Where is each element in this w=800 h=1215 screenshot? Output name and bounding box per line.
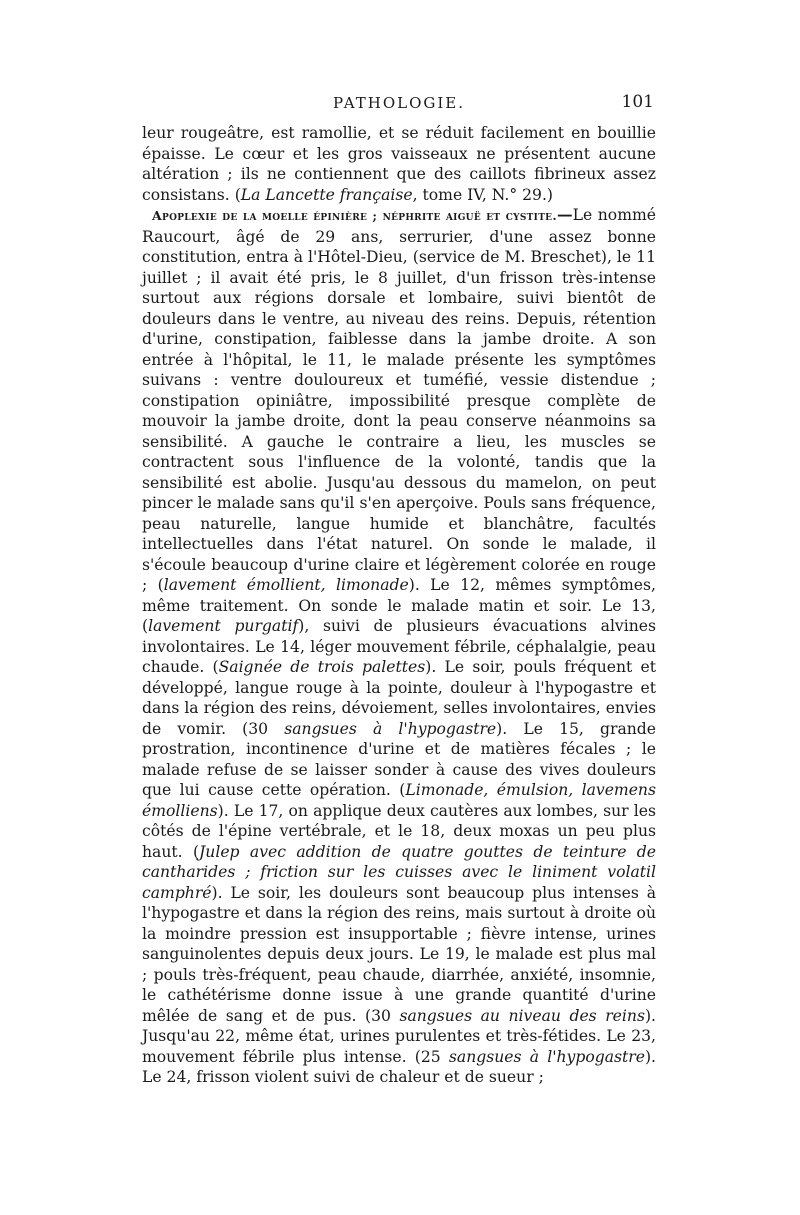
case-text-4: ). Le soir, pouls fréquent et développé, langue rouge à la pointe, douleur à l'hypogastre et dans la région des reins, dévoiement, selles involontaires, envies de vomir. (30 bbox=[142, 658, 656, 738]
body-text bbox=[142, 123, 656, 1088]
autopsy-text: leur rougeâtre, est ramollie, et se réduit facilement en bouillie épaisse. Le cœur et les gros vaisseaux ne présentent aucune altération ; ils ne contiennent que des caillots fibrineux assez consistans. bbox=[142, 124, 656, 204]
case-text-5: ). Le 15, grande prostration, incontinence d'urine et de matières fécales ; le malade refuse de se laisser sonder à cause des vives douleurs que lui cause cette opération. ( bbox=[142, 719, 656, 799]
treatment-1: lavement émollient, limonade bbox=[163, 576, 409, 594]
treatment-8: sangsues à l'hypogastre bbox=[448, 1047, 645, 1066]
case-dash: — bbox=[557, 205, 573, 224]
treatment-6: Julep avec addition de quatre gouttes de teinture de cantharides ; friction sur les cuisses avec le liniment volatil camphré bbox=[142, 842, 656, 902]
citation-rest: , tome IV, N.° 29.) bbox=[412, 185, 553, 204]
treatment-7: sangsues au niveau des reins bbox=[399, 1006, 645, 1025]
treatment-5: Limonade, émulsion, lavemens émolliens bbox=[142, 781, 656, 820]
case-text-8: ). Jusqu'au 22, même état, urines purulentes et très-fétides. Le 23, mouvement fébrile plus intense. (25 bbox=[142, 1006, 656, 1066]
page-number: 101 bbox=[621, 92, 654, 112]
running-title: PATHOLOGIE. bbox=[333, 94, 465, 112]
paragraph-case bbox=[142, 205, 656, 1088]
citation bbox=[235, 186, 553, 204]
page-header bbox=[142, 92, 656, 118]
case-text-2: ). Le 12, mêmes symptômes, même traitement. On sonde le malade matin et soir. Le 13, ( bbox=[142, 576, 656, 635]
case-text-7: ). Le soir, les douleurs sont beaucoup plus intenses à l'hypogastre et dans la région des reins, mais surtout à droite où la moindre pression est insupportable ; fièvre intense, urines sanguinolentes depuis deux jours. Le 19, le malade est plus mal ; pouls très-fréquent, peau chaude, diarrhée, anxiété, insomnie, le cathétérisme donne issue à une grande quantité d'urine mêlée de sang et de pus. (30 bbox=[142, 883, 656, 1025]
citation-open: ( bbox=[234, 185, 241, 204]
paragraph-autopsy-end bbox=[142, 123, 656, 205]
citation-journal: La Lancette française bbox=[240, 185, 413, 204]
case-heading: Apoplexie de la moelle épinière ; néphrite aiguë et cystite. bbox=[152, 208, 557, 223]
treatment-4: sangsues à l'hypogastre bbox=[284, 719, 497, 738]
treatment-2: lavement purgatif bbox=[148, 617, 299, 635]
case-text-6: ). Le 17, on applique deux cautères aux lombes, sur les côtés de l'épine vertébrale, et le 18, deux moxas un peu plus haut. ( bbox=[142, 801, 656, 861]
treatment-3: Saignée de trois palettes bbox=[218, 658, 426, 676]
case-text-1: Le nommé Raucourt, âgé de 29 ans, serrurier, d'une assez bonne constitution, entra à l'Hôtel-Dieu, (service de M. Breschet), le 11 juillet ; il avait été pris, le 8 juillet, d'un frisson très-intense surtout aux régions dorsale et lombaire, suivi bientôt de douleurs dans le ventre, au niveau des reins. Depuis, rétention d'urine, constipation, faiblesse dans la jambe droite. A son entrée à l'hôpital, le 11, le malade présente les symptômes suivans : ventre douloureux et tuméfié, vessie distendue ; constipation opiniâtre, impossibilité presque complète de mouvoir la jambe droite, dont la peau conserve néanmoins sa sensibilité. A gauche le contraire a lieu, les muscles se contractent sous l'influence de la volonté, tandis que la sensibilité est abolie. Jusqu'au dessous du mamelon, on peut pincer le malade sans qu'il s'en aperçoive. Pouls sans fréquence, peau naturelle, langue humide et blanchâtre, facultés intellectuelles dans l'état naturel. On sonde le malade, il s'écoule beaucoup d'urine claire et légèrement colorée en rouge ; ( bbox=[142, 206, 656, 594]
case-text-3: ), suivi de plusieurs évacuations alvines involontaires. Le 14, léger mouvement fébrile, céphalalgie, peau chaude. ( bbox=[142, 617, 657, 676]
case-text-9: ). Le 24, frisson violent suivi de chaleur et de sueur ; bbox=[142, 1047, 656, 1086]
